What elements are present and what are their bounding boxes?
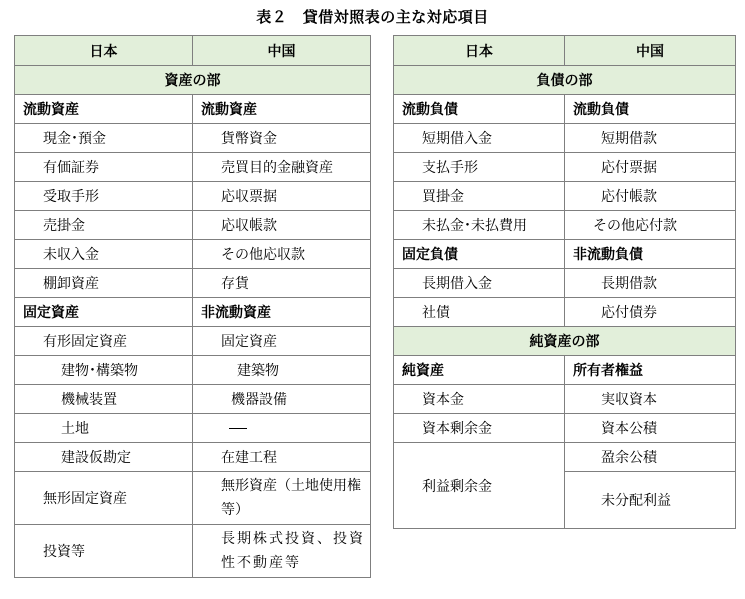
header-row [15,36,371,66]
item-jp: 建設仮勘定 [15,443,193,472]
item-jp: 現金･預金 [15,124,193,153]
item-jp: 有形固定資産 [15,327,193,356]
table-row [394,153,736,182]
category-cn: 所有者権益 [565,356,736,385]
category-row [15,298,371,327]
table-row [394,124,736,153]
item-cn: 資本公積 [565,414,736,443]
item-cn: 実収資本 [565,385,736,414]
item-jp: 土地 [15,414,193,443]
dash-mark [229,428,247,429]
table-row [15,327,371,356]
item-jp: 投資等 [15,525,193,578]
header-china: 中国 [565,36,736,66]
section-row [15,66,371,95]
category-row [394,356,736,385]
category-jp: 流動資産 [15,95,193,124]
section-liabilities: 負債の部 [394,66,736,95]
item-cn: 応付債券 [565,298,736,327]
table-row [15,385,371,414]
item-cn: 無形資産（土地使用権等） [193,472,371,525]
header-row [394,36,736,66]
item-cn: その他応収款 [193,240,371,269]
item-jp: 資本金 [394,385,565,414]
item-cn: 長期株式投資、投資性不動産等 [193,525,371,578]
item-jp: 機械装置 [15,385,193,414]
table-row [394,298,736,327]
item-jp: 建物･構築物 [15,356,193,385]
item-cn: 存貨 [193,269,371,298]
category-cn: 流動負債 [565,95,736,124]
category-jp: 純資産 [394,356,565,385]
table-row [15,443,371,472]
section-row [394,327,736,356]
item-cn: 盈余公積 [565,443,736,472]
table-row [394,414,736,443]
item-cn: 応収票据 [193,182,371,211]
item-cn: 未分配利益 [565,472,736,529]
header-japan: 日本 [15,36,193,66]
item-jp: 未収入金 [15,240,193,269]
item-cn: 建築物 [193,356,371,385]
table-row [15,414,371,443]
category-cn: 非流動負債 [565,240,736,269]
item-jp: 資本剰余金 [394,414,565,443]
item-jp: 有価証券 [15,153,193,182]
table-row [394,211,736,240]
category-row [15,95,371,124]
table-row [15,472,371,525]
table-row [394,443,736,472]
table-row [394,182,736,211]
section-net-assets: 純資産の部 [394,327,736,356]
item-jp: 棚卸資産 [15,269,193,298]
item-cn: 応収帳款 [193,211,371,240]
item-jp: 買掛金 [394,182,565,211]
header-china: 中国 [193,36,371,66]
category-cn: 非流動資産 [193,298,371,327]
table-row [394,385,736,414]
item-jp: 売掛金 [15,211,193,240]
item-cn: 機器設備 [193,385,371,414]
item-cn: 応付票据 [565,153,736,182]
item-jp: 無形固定資産 [15,472,193,525]
table-row [15,240,371,269]
item-cn [193,414,371,443]
item-cn: 売買目的金融資産 [193,153,371,182]
item-jp: 支払手形 [394,153,565,182]
assets-table [14,35,371,578]
item-cn: 長期借款 [565,269,736,298]
item-cn: 在建工程 [193,443,371,472]
section-assets: 資産の部 [15,66,371,95]
category-jp: 流動負債 [394,95,565,124]
table-title: 表２ 貸借対照表の主な対応項目 [256,8,489,26]
table-row [15,269,371,298]
category-row [394,240,736,269]
table-row [15,356,371,385]
table-row [15,124,371,153]
category-cn: 流動資産 [193,95,371,124]
item-cn: 短期借款 [565,124,736,153]
table-row [15,182,371,211]
item-jp: 社債 [394,298,565,327]
item-cn: その他応付款 [565,211,736,240]
item-jp: 受取手形 [15,182,193,211]
table-row [394,269,736,298]
item-cn: 貨幣資金 [193,124,371,153]
category-row [394,95,736,124]
liabilities-table [393,35,736,529]
item-cn: 固定資産 [193,327,371,356]
category-jp: 固定負債 [394,240,565,269]
table-row [15,525,371,578]
header-japan: 日本 [394,36,565,66]
item-jp: 長期借入金 [394,269,565,298]
item-jp: 利益剰余金 [394,443,565,529]
item-cn: 応付帳款 [565,182,736,211]
category-jp: 固定資産 [15,298,193,327]
section-row [394,66,736,95]
item-jp: 未払金･未払費用 [394,211,565,240]
item-jp: 短期借入金 [394,124,565,153]
table-row [15,153,371,182]
table-row [15,211,371,240]
